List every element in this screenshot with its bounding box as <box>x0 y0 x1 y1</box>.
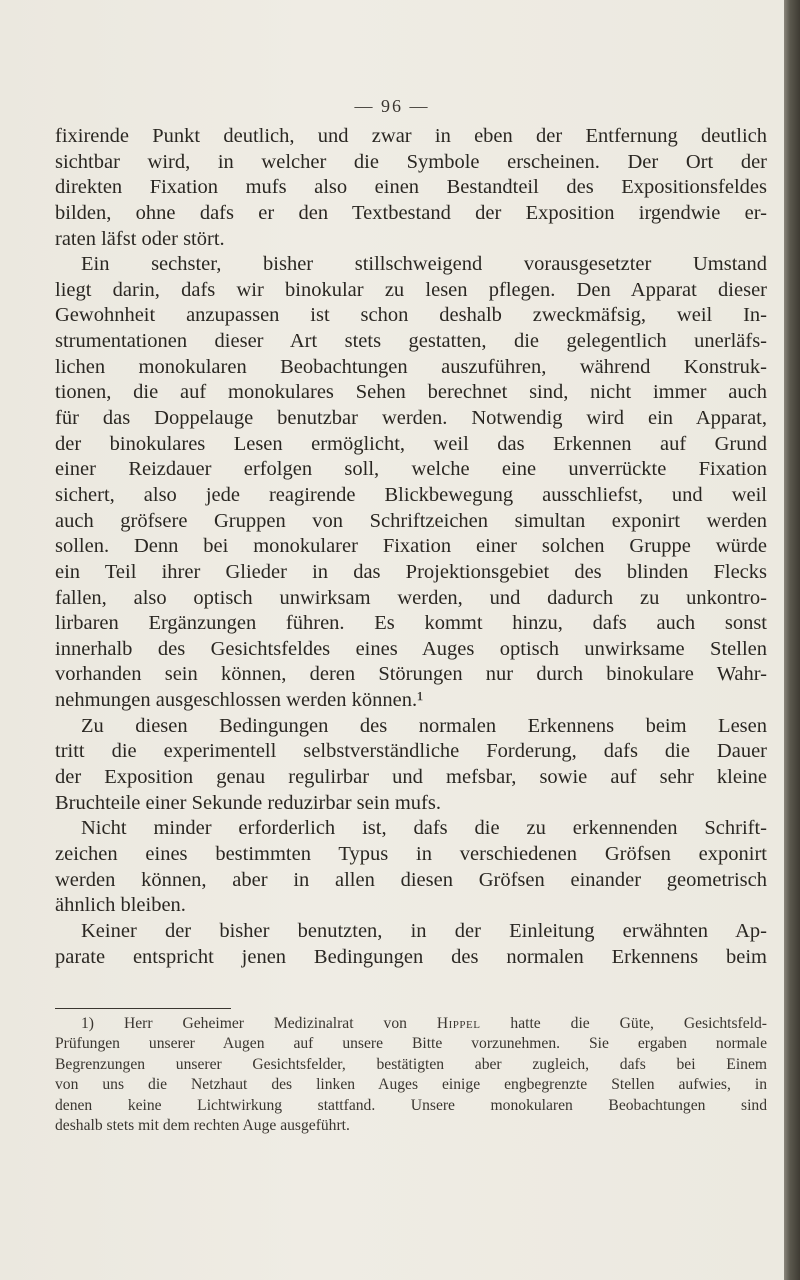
page-number: — 96 — <box>354 96 430 116</box>
text-line: strumentationen dieser Art stets gestatten, die gelegentlich unerläfs- <box>55 330 767 353</box>
text-line: der binokulares Lesen ermöglicht, weil das Erkennen auf Grund <box>55 432 767 455</box>
paragraph <box>55 252 767 714</box>
footnote-line: Begrenzungen unserer Gesichtsfelder, bestätigten aber zugleich, dafs bei Einem <box>55 1055 767 1073</box>
page-edge-shadow <box>784 0 800 1280</box>
footnote-rule <box>55 1008 231 1009</box>
footnote <box>55 1014 767 1136</box>
body-text <box>55 124 767 970</box>
text-line: Gewohnheit anzupassen ist schon deshalb zweckmäfsig, weil In- <box>55 304 767 327</box>
footnote-line: von uns die Netzhaut des linken Auges einige engbegrenzte Stellen aufwies, in <box>55 1076 767 1094</box>
paragraph <box>55 124 767 252</box>
text-line: innerhalb des Gesichtsfeldes eines Auges optisch unwirksame Stellen <box>55 637 767 660</box>
text-line: Bruchteile einer Sekunde reduzirbar sein mufs. <box>55 791 441 814</box>
footnote-text: hatte die Güte, Gesichtsfeld- <box>480 1015 767 1032</box>
paragraph <box>55 919 767 970</box>
text-line: Nicht minder erforderlich ist, dafs die zu erkennenden Schrift- <box>81 817 767 840</box>
text-line: der Exposition genau regulirbar und mefsbar, sowie auf sehr kleine <box>55 766 767 789</box>
text-line: sichtbar wird, in welcher die Symbole erscheinen. Der Ort der <box>55 150 767 173</box>
footnote-line: deshalb stets mit dem rechten Auge ausgeführt. <box>55 1116 350 1134</box>
text-line: raten läfst oder stört. <box>55 227 225 250</box>
text-line: sichert, also jede reagirende Blickbewegung ausschliefst, und weil <box>55 483 767 506</box>
text-line: ähnlich bleiben. <box>55 894 186 917</box>
paragraph <box>55 816 767 919</box>
text-line: für das Doppelauge benutzbar werden. Notwendig wird ein Apparat, <box>55 407 767 430</box>
text-line: ein Teil ihrer Glieder in das Projektionsgebiet des blinden Flecks <box>55 560 767 583</box>
text-line: Zu diesen Bedingungen des normalen Erkennens beim Lesen <box>81 714 767 737</box>
text-line: tritt die experimentell selbstverständliche Forderung, dafs die Dauer <box>55 740 767 763</box>
footnote-name: Hippel <box>436 1015 481 1032</box>
footnote-line: denen keine Lichtwirkung stattfand. Unsere monokularen Beobachtungen sind <box>55 1096 767 1114</box>
text-line: liegt darin, dafs wir binokular zu lesen pflegen. Den Apparat dieser <box>55 278 767 301</box>
text-line: direkten Fixation mufs also einen Bestandteil des Expositionsfeldes <box>55 176 767 199</box>
text-line: fallen, also optisch unwirksam werden, und dadurch zu unkontro- <box>55 586 767 609</box>
footnote-line: Prüfungen unserer Augen auf unsere Bitte vorzunehmen. Sie ergaben normale <box>55 1035 767 1053</box>
text-line: parate entspricht jenen Bedingungen des normalen Erkennens beim <box>55 945 767 968</box>
text-line: tionen, die auf monokulares Sehen berechnet sind, nicht immer auch <box>55 381 767 404</box>
text-line: lirbaren Ergänzungen führen. Es kommt hinzu, dafs auch sonst <box>55 612 767 635</box>
footnote-marker: 1) <box>81 1015 94 1032</box>
text-line: fixirende Punkt deutlich, und zwar in eben der Entfernung deutlich <box>55 125 767 147</box>
text-line: vorhanden sein können, deren Störungen nur durch binokulare Wahr- <box>55 663 767 686</box>
text-line: einer Reizdauer erfolgen soll, welche eine unverrückte Fixation <box>55 458 767 481</box>
footnote-text: Herr Geheimer Medizinalrat von <box>123 1015 437 1032</box>
paragraph <box>55 714 767 817</box>
text-line: bilden, ohne dafs er den Textbestand der Exposition irgendwie er- <box>55 201 767 224</box>
text-line: auch gröfsere Gruppen von Schriftzeichen simultan exponirt werden <box>55 509 767 532</box>
text-line: sollen. Denn bei monokularer Fixation einer solchen Gruppe würde <box>55 535 767 558</box>
text-line: werden können, aber in allen diesen Gröfsen einander geometrisch <box>55 868 767 891</box>
text-line: Ein sechster, bisher stillschweigend vorausgesetzter Umstand <box>81 253 767 276</box>
text-line: zeichen eines bestimmten Typus in verschiedenen Gröfsen exponirt <box>55 842 767 865</box>
text-line: nehmungen ausgeschlossen werden können.¹ <box>55 689 424 712</box>
text-line: lichen monokularen Beobachtungen auszuführen, während Konstruk- <box>55 355 767 378</box>
text-line: Keiner der bisher benutzten, in der Einleitung erwähnten Ap- <box>81 919 767 942</box>
footnote-line <box>55 1014 767 1034</box>
